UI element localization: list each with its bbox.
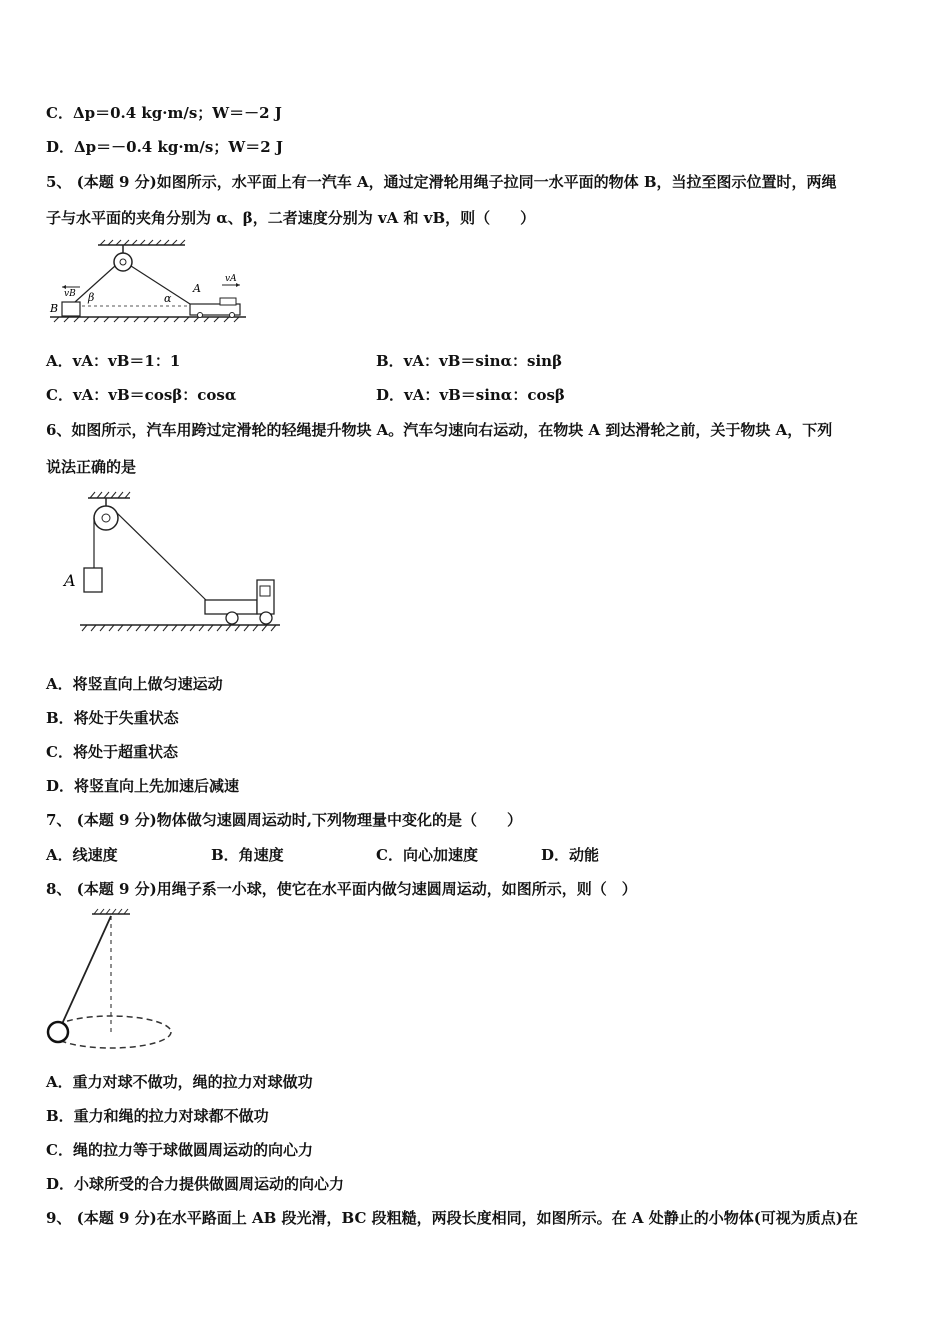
q5-stem-line1: 5、 (本题 9 分)如图所示，水平面上有一汽车 A，通过定滑轮用绳子拉同一水平面的物体 B，当拉至图示位置时，两绳 xyxy=(46,173,837,191)
q6-option-d: D．将竖直向上先加速后减速 xyxy=(46,777,240,795)
q8-option-d: D．小球所受的合力提供做圆周运动的向心力 xyxy=(46,1175,345,1193)
q5-option-c: C．vA：vB＝cosβ：cosα xyxy=(46,386,237,404)
q5-option-d: D．vA：vB＝sinα：cosβ xyxy=(376,386,565,404)
q5-label-vb: vB xyxy=(64,289,76,299)
q8-option-b: B．重力和绳的拉力对球都不做功 xyxy=(46,1107,269,1125)
q5-label-alpha: α xyxy=(164,292,172,305)
q7-option-a: A．线速度 xyxy=(46,846,118,864)
q7-stem: 7、 (本题 9 分)物体做匀速圆周运动时,下列物理量中变化的是（ ） xyxy=(46,811,522,829)
q8-stem: 8、 (本题 9 分)用绳子系一小球，使它在水平面内做匀速圆周运动，如图所示，则（ ） xyxy=(46,880,637,898)
q6-truck-pulley-figure xyxy=(60,490,285,640)
q6-label-a: A xyxy=(64,571,76,590)
q5-pulley-figure xyxy=(50,240,250,325)
q5-label-a: A xyxy=(193,282,201,295)
q7-option-c: C．向心加速度 xyxy=(376,846,478,864)
q5-label-va: vA xyxy=(225,274,237,284)
q7-option-b: B．角速度 xyxy=(211,846,284,864)
q5-label-beta: β xyxy=(88,291,95,304)
q6-stem-line2: 说法正确的是 xyxy=(46,458,137,476)
q5-option-a: A．vA：vB＝1：1 xyxy=(46,352,181,370)
q7-option-d: D．动能 xyxy=(541,846,600,864)
q4-option-d: D．Δp＝－0.4 kg·m/s；W＝2 J xyxy=(46,138,283,156)
q9-stem-line1: 9、 (本题 9 分)在水平路面上 AB 段光滑，BC 段粗糙，两段长度相同，如图所示。在 A 处静止的小物体(可视为质点)在 xyxy=(46,1209,858,1227)
q6-stem-line1: 6、如图所示，汽车用跨过定滑轮的轻绳提升物块 A。汽车匀速向右运动，在物块 A 到达滑轮之前，关于物块 A，下列 xyxy=(46,421,833,439)
q6-option-c: C．将处于超重状态 xyxy=(46,743,178,761)
q8-conical-pendulum-figure xyxy=(44,906,179,1054)
q4-option-c: C．Δp＝0.4 kg·m/s；W＝－2 J xyxy=(46,104,282,122)
q5-stem-line2: 子与水平面的夹角分别为 α、β，二者速度分别为 vA 和 vB，则（ ） xyxy=(46,209,536,227)
q5-option-b: B．vA：vB＝sinα：sinβ xyxy=(376,352,563,370)
q8-option-c: C．绳的拉力等于球做圆周运动的向心力 xyxy=(46,1141,313,1159)
q5-label-b: B xyxy=(50,302,59,315)
q6-option-a: A．将竖直向上做匀速运动 xyxy=(46,675,223,693)
q6-option-b: B．将处于失重状态 xyxy=(46,709,179,727)
q8-option-a: A．重力对球不做功，绳的拉力对球做功 xyxy=(46,1073,313,1091)
